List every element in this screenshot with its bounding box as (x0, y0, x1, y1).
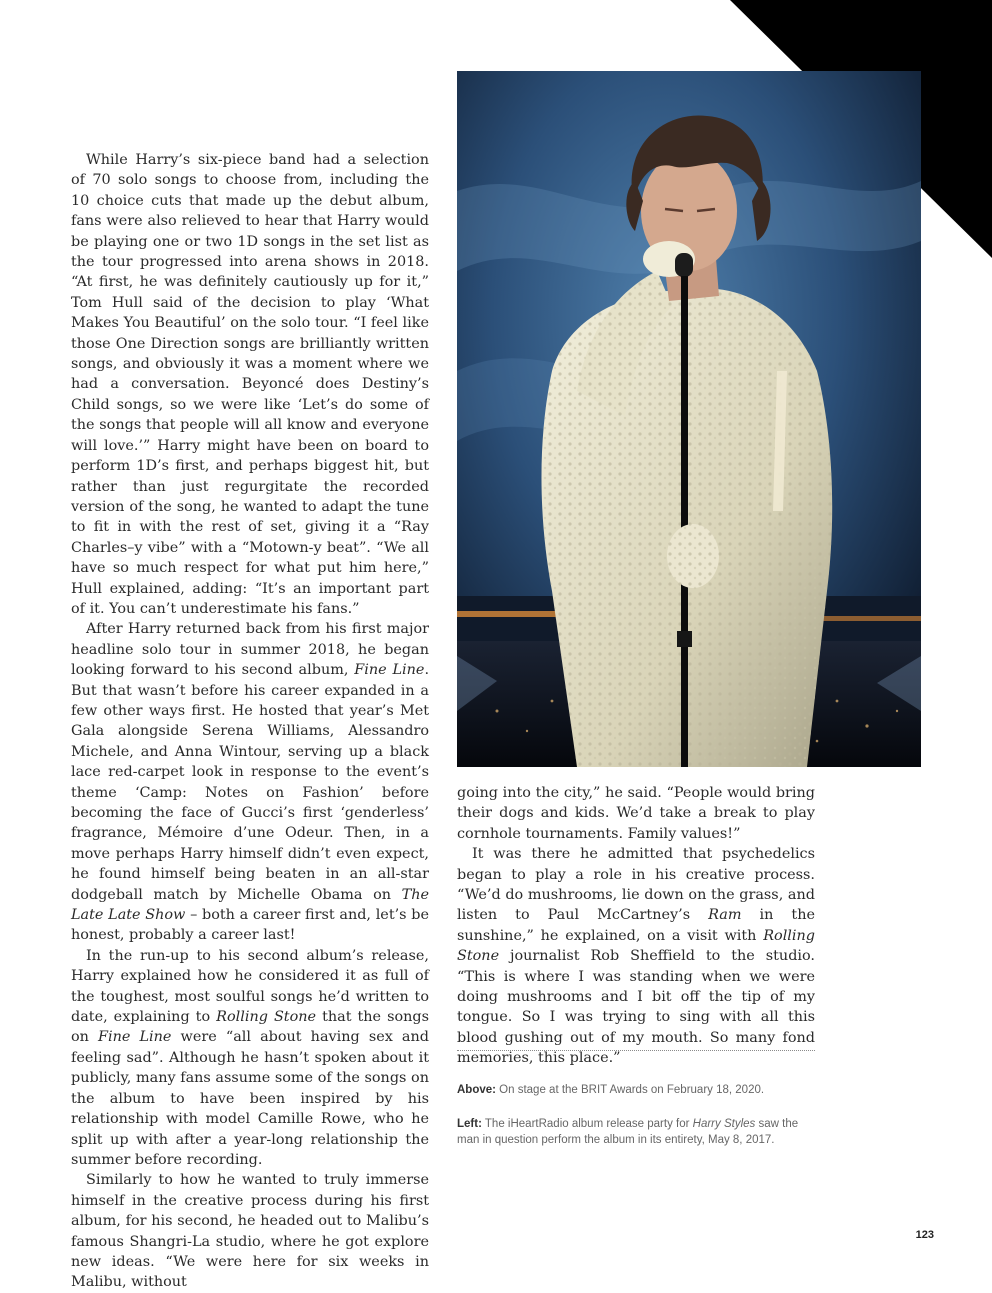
caption-left-label: Left: (457, 1118, 482, 1130)
paragraph-6 (457, 844, 815, 1068)
album-title-fine-line-2: Fine Line (98, 1029, 172, 1046)
paragraph-1 (71, 150, 429, 619)
paragraph-1-text: While Harry’s six-piece band had a selection of 70 solo songs to choose from, including the 10 choice cuts that made up the debut album, fans were also relieved to hear that Harry would be playing one or two 1D songs in the set list as the tour progressed into arena shows in 2018. “At first, he was definitely cautiously up for it,” Tom Hull said of the decision to play ‘What Makes You Beautiful’ on the solo tour. “I feel like those One Direction songs are brilliantly written songs, and obviously it was a moment where we had a conversation. Beyoncé does Destiny’s Child songs, so we were like ‘Let’s do some of the songs that people will all know and everyone will love.’” Harry might have been on board to perform 1D’s first, and perhaps biggest hit, but rather than just regurgitate the recorded version of the song, he wanted to adapt the tune to fit in with the rest of set, giving it a “Ray Charles–y vibe” with a “Motown-y beat”. “We all have so much respect for what put him here,” Hull explained, adding: “It’s an important part of it. You can’t underestimate his fans.” (71, 152, 429, 617)
album-title-ram: Ram (708, 907, 742, 924)
album-title-fine-line: Fine Line (354, 662, 425, 679)
paragraph-2-text-b: . But that wasn’t before his career expanded in a few other ways first. He hosted that year’s Met Gala alongside Serena Williams, Alessandro Michele, and Anna Wintour, serving up a black lace red-carpet look in response to the event’s theme ‘Camp: Notes on Fashion’ before becoming the face of Gucci’s first ‘genderless’ fragrance, Mémoire d’une Odeur. Then, in a move perhaps Harry himself didn’t even expect, he found himself being beaten in an all-star dodgeball match by Michelle Obama on (71, 662, 430, 903)
page-number: 123 (915, 1229, 934, 1241)
paragraph-5 (457, 783, 815, 844)
paragraph-4-text: Similarly to how he wanted to truly immerse himself in the creative process during his first album, for his second, he headed out to Malibu’s famous Shangri-La studio, where he got explore new ideas. “We were here for six weeks in Malibu, without (71, 1172, 429, 1291)
show-title-late-late-show: The Late Late Show (71, 886, 429, 924)
paragraph-6-text-b: in the sunshine,” he explained, on a visit with (457, 907, 815, 944)
caption-above-label: Above: (457, 1084, 496, 1096)
caption-above-text: On stage at the BRIT Awards on February 18, 2020. (495, 1084, 765, 1096)
caption-left-text-b: saw the man in question perform the album in its entirety, May 8, 2017. (457, 1118, 799, 1146)
magazine-title-rolling-stone: Rolling Stone (216, 1009, 317, 1026)
stage-photo-illustration (457, 71, 921, 767)
stage-photo (457, 71, 921, 767)
caption-left (457, 1116, 817, 1148)
caption-above (457, 1082, 817, 1098)
paragraph-5-text: going into the city,” he said. “People would bring their dogs and kids. We’d take a break to play cornhole tournaments. Family values!” (457, 785, 815, 842)
caption-album-title: Harry Styles (692, 1118, 756, 1130)
paragraph-2 (71, 619, 429, 946)
paragraph-3-text-c: were “all about having sex and feeling sad”. Although he hasn’t spoken about it publicly, many fans assume some of the songs on the album to have been inspired by his relationship with model Camille Rowe, who he split up with after a year-long relationship the summer before recording. (71, 1029, 429, 1168)
article-right-column (457, 783, 815, 1069)
paragraph-4 (71, 1170, 429, 1292)
paragraph-2-text-a: After Harry returned back from his first major headline solo tour in summer 2018, he began looking forward to his second album, (71, 621, 429, 679)
paragraph-3 (71, 946, 429, 1170)
paragraph-3-text-a: In the run-up to his second album’s release, Harry explained how he considered it as full of the toughest, most soulful songs he’d written to date, explaining to (71, 947, 429, 1026)
paragraph-6-text-a: It was there he admitted that psychedelics began to play a role in his creative process. “We’d do mushrooms, lie down on the grass, and listen to Paul McCartney’s (457, 846, 815, 924)
magazine-title-rolling-stone-2: Rolling Stone (457, 927, 815, 965)
paragraph-2-text-c: – both a career first and, let’s be honest, probably a career last! (71, 907, 429, 944)
article-left-column (71, 150, 429, 1293)
caption-left-text-a: The iHeartRadio album release party for (481, 1118, 693, 1130)
caption-divider (457, 1050, 815, 1051)
paragraph-6-text-c: journalist Rob Sheffield to the studio. “This is where I was standing when we were doing mushrooms and I bit off the tip of my tongue. So I was trying to sing with all this blood gushing out of my mouth. So many fond memories, this place.” (457, 948, 815, 1067)
paragraph-3-text-b: that the songs on (71, 1009, 429, 1046)
